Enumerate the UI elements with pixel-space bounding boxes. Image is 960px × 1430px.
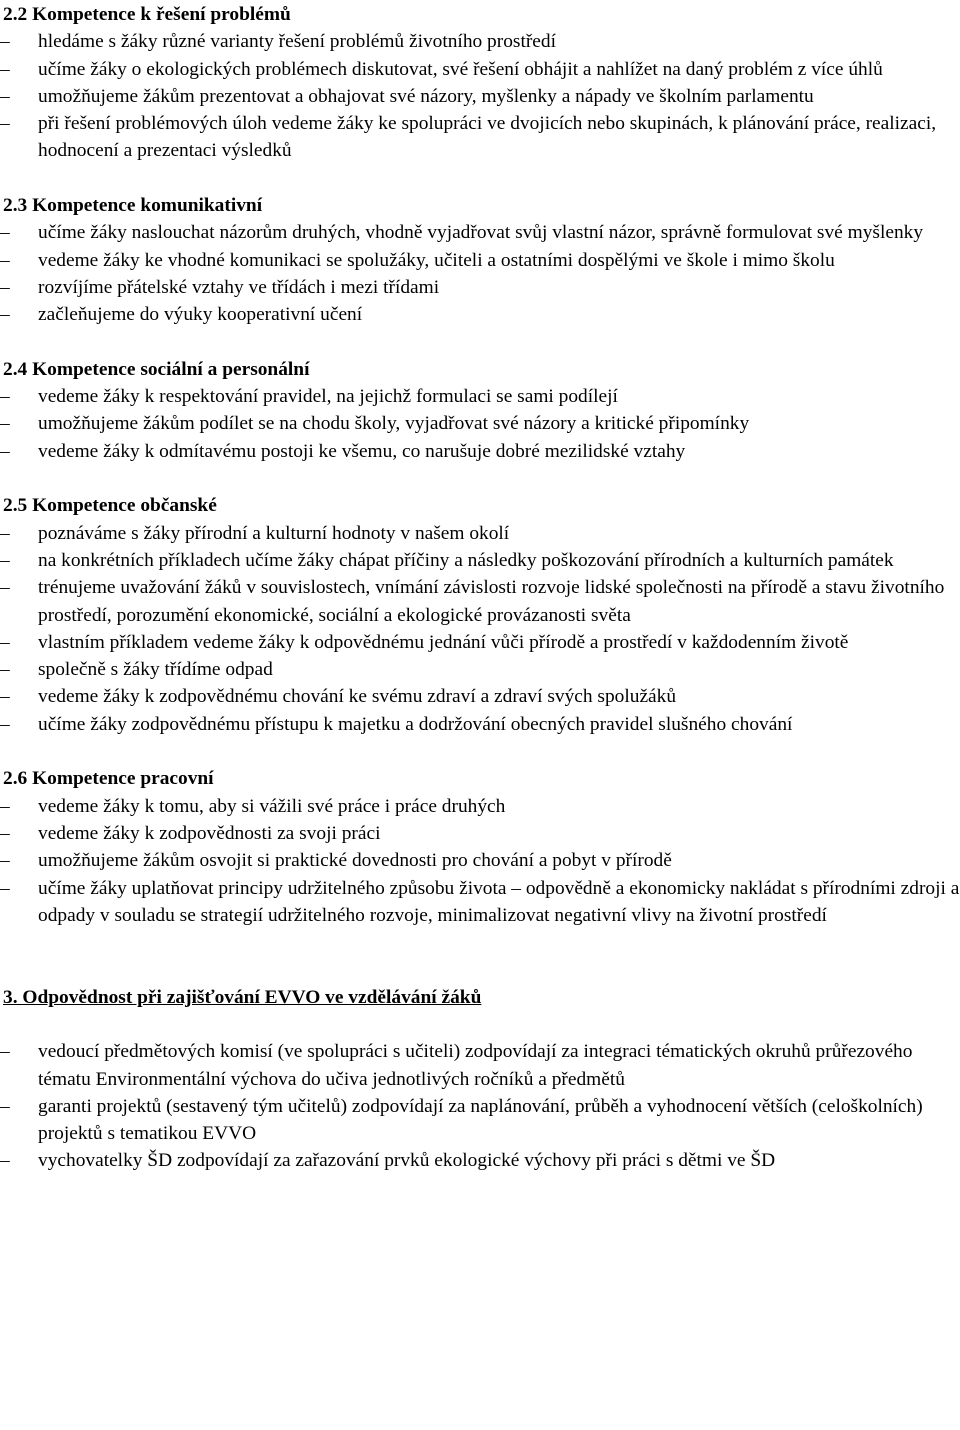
list-item: – vedeme žáky ke vhodné komunikaci se spolužáky, učiteli a ostatními dospělými ve škole i mimo školu [0,247,960,274]
dash-bullet: – [0,85,10,107]
dash-bullet: – [0,549,10,571]
dash-bullet: – [0,686,10,708]
list-2-3 [0,219,960,328]
dash-bullet: – [0,222,10,244]
section-heading-2-3: 2.3 Kompetence komunikativní [3,195,263,217]
list-3 [0,1038,960,1174]
list-item: – při řešení problémových úloh vedeme žáky ke spolupráci ve dvojicích nebo skupinách, k plánování práce, realizaci, hodnocení a prezentaci výsledků [0,110,960,165]
dash-bullet: – [0,1041,10,1063]
list-item: – vedeme žáky k odmítavému postoji ke všemu, co narušuje dobré mezilidské vztahy [0,438,960,465]
dash-bullet: – [0,31,10,53]
dash-bullet: – [0,822,10,844]
chapter-heading-3: 3. Odpovědnost při zajišťování EVVO ve vzdělávání žáků [3,986,482,1008]
list-2-5 [0,520,960,738]
section-heading-2-6: 2.6 Kompetence pracovní [3,768,214,790]
list-2-2 [0,28,960,164]
list-item: – umožňujeme žákům prezentovat a obhajovat své názory, myšlenky a nápady ve školním parlamentu [0,83,960,110]
dash-bullet: – [0,249,10,271]
dash-bullet: – [0,1095,10,1117]
list-item: – vedeme žáky k zodpovědnosti za svoji práci [0,820,960,847]
dash-bullet: – [0,795,10,817]
list-item: – učíme žáky uplatňovat principy udržitelného způsobu života – odpovědně a ekonomicky nakládat s přírodními zdroji a odpady v souladu se strategií udržitelného rozvoje, minimalizovat negativní vlivy na životní prostředí [0,875,960,930]
section-heading-2-2: 2.2 Kompetence k řešení problémů [3,4,291,25]
list-item: – vedeme žáky k tomu, aby si vážili své práce i práce druhých [0,793,960,820]
dash-bullet: – [0,276,10,298]
list-item: – garanti projektů (sestavený tým učitelů) zodpovídají za naplánování, průběh a vyhodnocení větších (celoškolních) projektů s tematikou EVVO [0,1093,960,1148]
list-item: – rozvíjíme přátelské vztahy ve třídách i mezi třídami [0,274,960,301]
dash-bullet: – [0,850,10,872]
dash-bullet: – [0,304,10,326]
list-item: – trénujeme uvažování žáků v souvislostech, vnímání závislosti rozvoje lidské společnosti na přírodě a stavu životního prostředí, porozumění ekonomické, sociální a ekologické provázanosti světa [0,574,960,629]
list-item: – učíme žáky o ekologických problémech diskutovat, své řešení obhájit a nahlížet na daný problém z více úhlů [0,56,960,83]
dash-bullet: – [0,877,10,899]
dash-bullet: – [0,1150,10,1172]
dash-bullet: – [0,413,10,435]
list-item: – hledáme s žáky různé varianty řešení problémů životního prostředí [0,28,960,55]
list-item: – vedeme žáky k zodpovědnému chování ke svému zdraví a zdraví svých spolužáků [0,683,960,710]
list-item: – vedeme žáky k respektování pravidel, na jejichž formulaci se sami podílejí [0,383,960,410]
list-item: – začleňujeme do výuky kooperativní učení [0,301,960,328]
list-item: – společně s žáky třídíme odpad [0,656,960,683]
dash-bullet: – [0,522,10,544]
section-heading-2-5: 2.5 Kompetence občanské [3,495,217,517]
list-item: – poznáváme s žáky přírodní a kulturní hodnoty v našem okolí [0,520,960,547]
dash-bullet: – [0,659,10,681]
list-item: – vychovatelky ŠD zodpovídají za zařazování prvků ekologické výchovy při práci s dětmi ve ŠD [0,1147,960,1174]
dash-bullet: – [0,386,10,408]
list-item: – učíme žáky naslouchat názorům druhých, vhodně vyjadřovat svůj vlastní názor, správně formulovat své myšlenky [0,219,960,246]
dash-bullet: – [0,631,10,653]
dash-bullet: – [0,577,10,599]
document-page [0,1,960,1175]
list-2-6 [0,793,960,929]
dash-bullet: – [0,113,10,135]
dash-bullet: – [0,440,10,462]
list-item: – na konkrétních příkladech učíme žáky chápat příčiny a následky poškozování přírodních a kulturních památek [0,547,960,574]
list-item: – učíme žáky zodpovědnému přístupu k majetku a dodržování obecných pravidel slušného chování [0,711,960,738]
list-item: – umožňujeme žákům podílet se na chodu školy, vyjadřovat své názory a kritické připomínky [0,410,960,437]
list-item: – umožňujeme žákům osvojit si praktické dovednosti pro chování a pobyt v přírodě [0,847,960,874]
list-item: – vlastním příkladem vedeme žáky k odpovědnému jednání vůči přírodě a prostředí v každodenním životě [0,629,960,656]
list-item: – vedoucí předmětových komisí (ve spolupráci s učiteli) zodpovídají za integraci tématických okruhů průřezového tématu Environmentální výchova do učiva jednotlivých ročníků a předmětů [0,1038,960,1093]
list-2-4 [0,383,960,465]
dash-bullet: – [0,713,10,735]
section-heading-2-4: 2.4 Kompetence sociální a personální [3,358,310,380]
dash-bullet: – [0,58,10,80]
